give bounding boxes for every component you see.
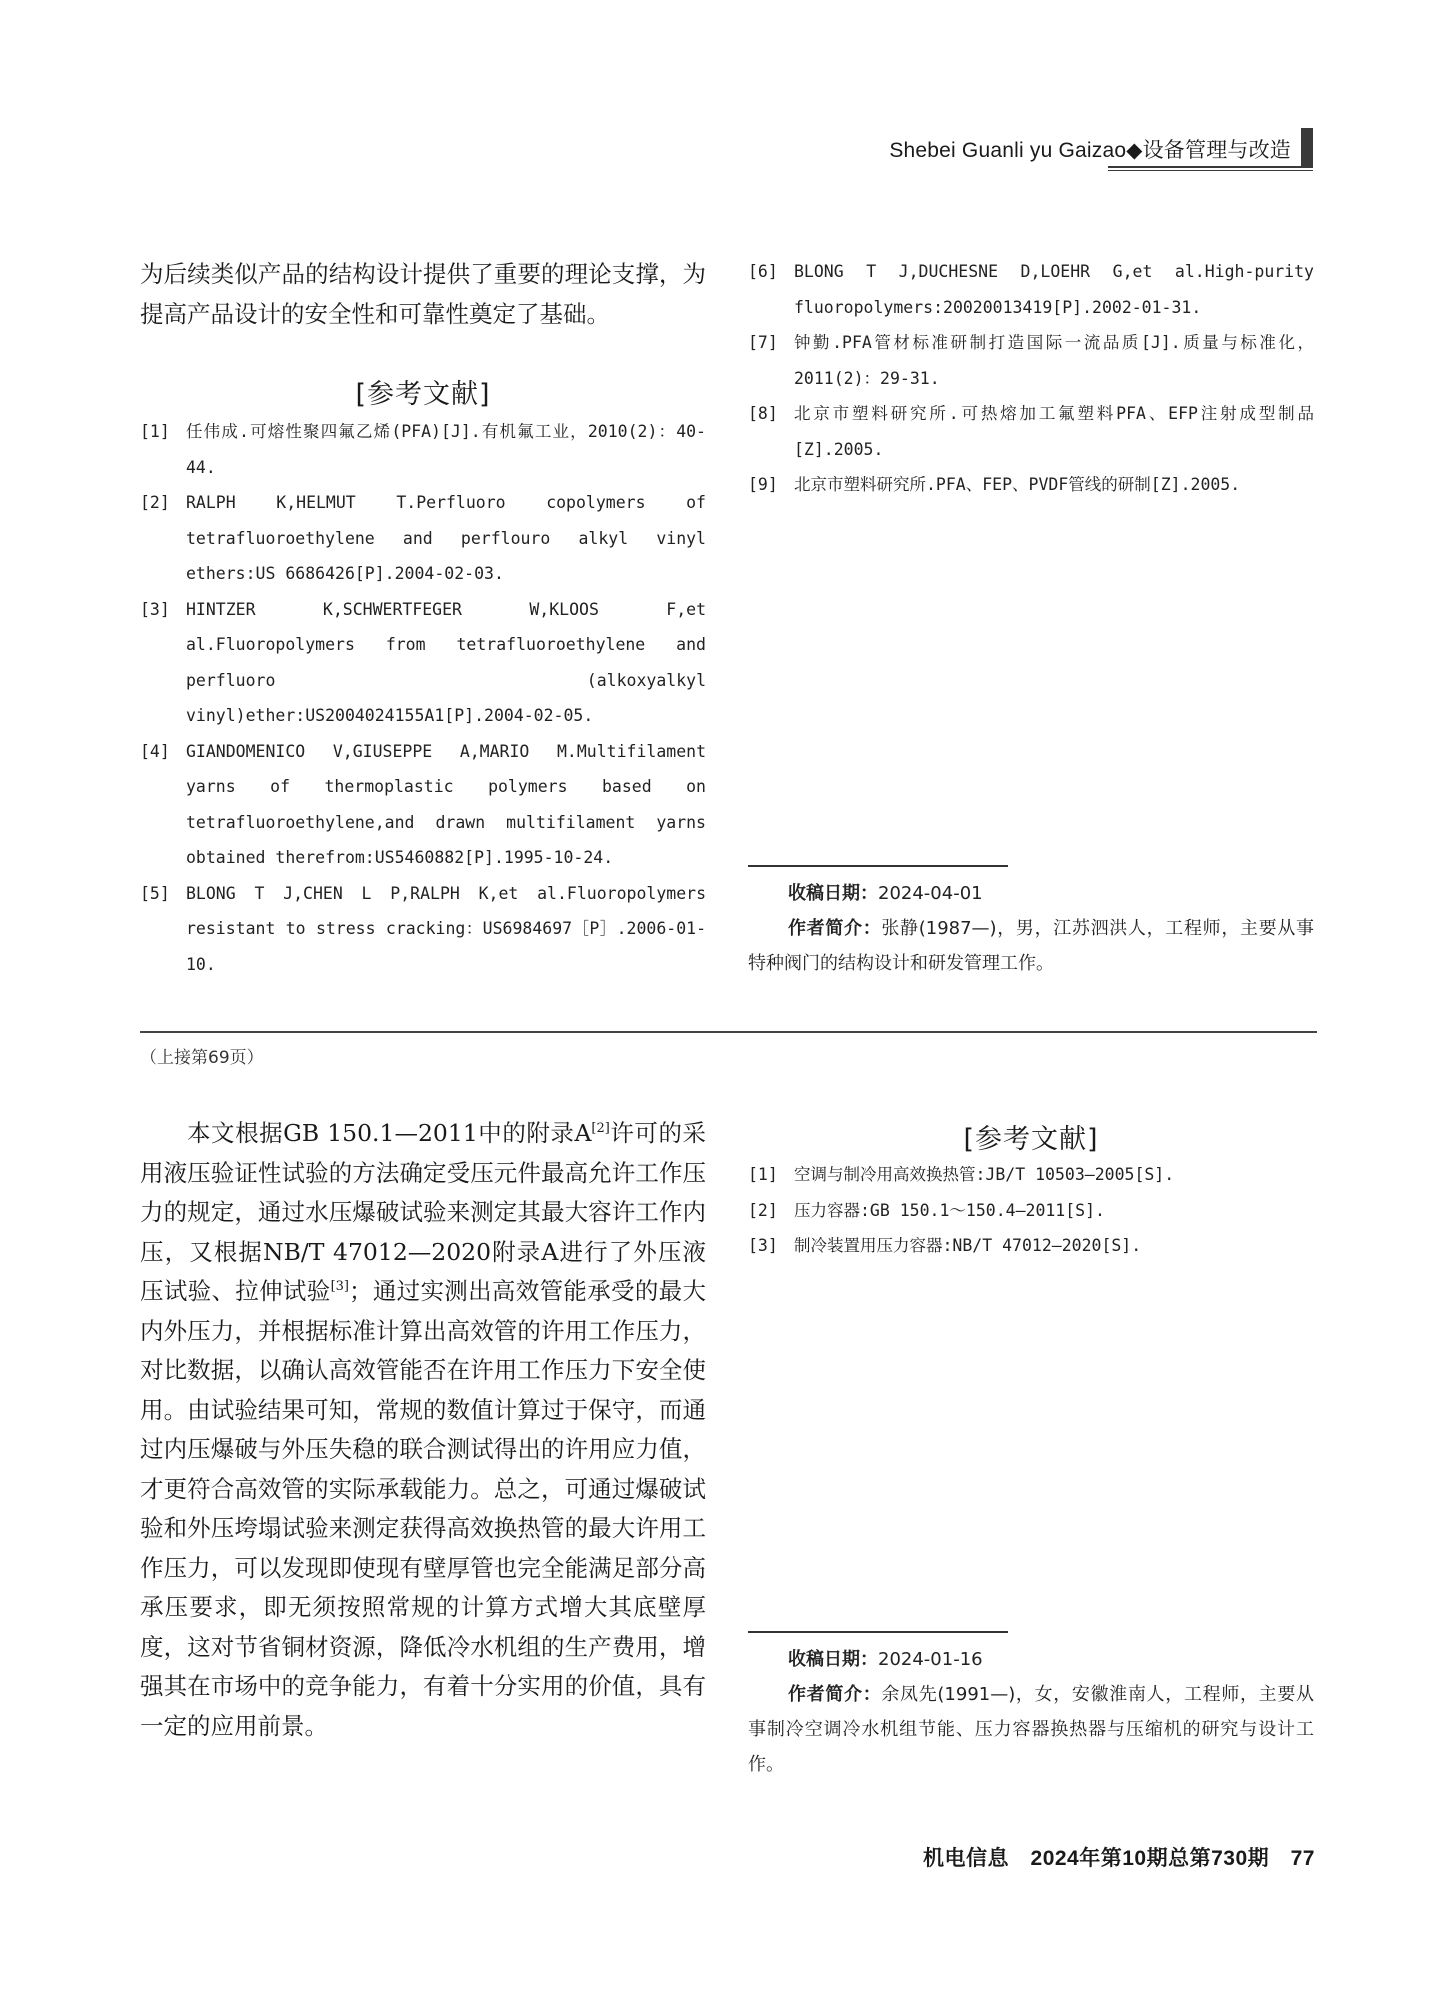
citation-superscript: [3] bbox=[330, 1279, 349, 1295]
reference-text: 北京市塑料研究所.可热熔加工氟塑料PFA、EFP注射成型制品[Z].2005. bbox=[794, 404, 1314, 459]
lower-conclusion-paragraph bbox=[140, 1114, 706, 1746]
journal-latin-name: Shebei Guanli yu Gaizao bbox=[889, 139, 1127, 162]
section-name: 设备管理与改造 bbox=[1142, 139, 1291, 162]
upper-closing-paragraph: 为后续类似产品的结构设计提供了重要的理论支撑，为提高产品设计的安全性和可靠性奠定了基础。 bbox=[140, 260, 706, 328]
running-header-text bbox=[889, 134, 1291, 164]
reference-text: BLONG T J,DUCHESNE D,LOEHR G,et al.High-purity fluoropolymers:20020013419[P].2002-01-31. bbox=[794, 262, 1314, 317]
reference-item bbox=[140, 485, 706, 592]
reference-item bbox=[748, 396, 1314, 467]
reference-number: [5] bbox=[140, 883, 170, 903]
upper-references-title: [参考文献] bbox=[355, 379, 491, 410]
reference-item bbox=[140, 734, 706, 876]
reference-number: [1] bbox=[748, 1165, 778, 1184]
reference-number: [2] bbox=[140, 493, 170, 512]
author-text: 张静(1987—)，男，江苏泗洪人，工程师，主要从事特种阀门的结构设计和研发管理工作。 bbox=[748, 918, 1315, 974]
reference-number: [8] bbox=[748, 404, 778, 423]
footnote-rule bbox=[748, 865, 1008, 867]
reference-text: HINTZER K,SCHWERTFEGER W,KLOOS F,et al.Fluoropolymers from tetrafluoroethylene and perfluoro (alkoxyalkyl vinyl)ether:US2004024155A1[P].2004-02-05. bbox=[186, 599, 706, 725]
reference-text: 北京市塑料研究所.PFA、FEP、PVDF管线的研制[Z].2005. bbox=[794, 475, 1241, 494]
paragraph-text: ；通过实测出高效管能承受的最大内外压力，并根据标准计算出高效管的许用工作压力，对比数据，以确认高效管能否在许用工作压力下安全使用。由试验结果可知，常规的数值计算过于保守，而通过内压爆破与外压失稳的联合测试得出的许用应力值，才更符合高效管的实际承载能力。总之，可通过爆破试验和外压垮塌试验来测定获得高效换热管的最大许用工作压力，可以发现即使现有壁厚管也完全能满足部分高承压要求，即无须按照常规的计算方式增大其底壁厚度，这对节省铜材资源，降低冷水机组的生产费用，增强其在市场中的竞争能力，有着十分实用的价值，具有一定的应用前景。 bbox=[140, 1277, 707, 1740]
received-date: 2024-04-01 bbox=[878, 883, 983, 904]
reference-item bbox=[140, 592, 706, 734]
author-bio bbox=[748, 911, 1314, 981]
reference-number: [6] bbox=[748, 262, 778, 281]
diamond-icon: ◆ bbox=[1126, 139, 1143, 162]
lower-article-notes bbox=[748, 1642, 1314, 1782]
reference-item bbox=[140, 876, 706, 983]
reference-text: RALPH K,HELMUT T.Perfluoro copolymers of tetrafluoroethylene and perflouro alkyl vinyl ethers:US 6686426[P].2004-02-03. bbox=[186, 493, 706, 583]
reference-item bbox=[748, 1193, 1314, 1229]
header-underline bbox=[1108, 166, 1313, 168]
upper-article-notes bbox=[748, 876, 1314, 981]
author-bio bbox=[748, 1677, 1314, 1782]
received-date-line bbox=[748, 876, 1314, 911]
reference-item bbox=[748, 1228, 1314, 1264]
author-text: 余凤先(1991—)，女，安徽淮南人，工程师，主要从事制冷空调冷水机组节能、压力容器换热器与压缩机的研究与设计工作。 bbox=[748, 1684, 1315, 1775]
continued-from-label: （上接第69页） bbox=[140, 1048, 264, 1068]
reference-number: [4] bbox=[140, 741, 170, 761]
lower-reference-list bbox=[748, 1157, 1314, 1264]
reference-item bbox=[748, 325, 1314, 396]
reference-number: [1] bbox=[140, 422, 170, 441]
lower-references-title: [参考文献] bbox=[963, 1124, 1099, 1155]
reference-number: [7] bbox=[748, 333, 778, 352]
reference-number: [3] bbox=[748, 1236, 778, 1255]
reference-item bbox=[748, 1157, 1314, 1193]
author-label: 作者简介： bbox=[788, 918, 882, 939]
reference-text: 制冷装置用压力容器:NB/T 47012—2020[S]. bbox=[794, 1236, 1142, 1255]
author-label: 作者简介： bbox=[788, 1684, 882, 1705]
upper-reference-list-right bbox=[748, 254, 1314, 503]
reference-number: [2] bbox=[748, 1200, 778, 1220]
reference-text: 任伟成.可熔性聚四氟乙烯(PFA)[J].有机氟工业，2010(2)：40-44. bbox=[186, 422, 706, 477]
header-underline-thin bbox=[1108, 170, 1313, 171]
reference-item bbox=[140, 414, 706, 485]
reference-text: GIANDOMENICO V,GIUSEPPE A,MARIO M.Multifilament yarns of thermoplastic polymers based on tetrafluoroethylene,and drawn multifilament yarns obtained therefrom:US5460882[P].1995-10-24. bbox=[186, 741, 706, 867]
reference-text: BLONG T J,CHEN L P,RALPH K,et al.Fluoropolymers resistant to stress cracking：US6984697［P］.2006-01-10. bbox=[186, 883, 706, 974]
citation-superscript: [2] bbox=[591, 1121, 610, 1137]
reference-text: 压力容器:GB 150.1～150.4—2011[S]. bbox=[794, 1200, 1105, 1220]
received-date: 2024-01-16 bbox=[878, 1649, 983, 1670]
reference-number: [9] bbox=[748, 475, 778, 494]
running-header bbox=[833, 128, 1313, 168]
reference-item bbox=[748, 254, 1314, 325]
received-label: 收稿日期： bbox=[788, 883, 878, 904]
reference-number: [3] bbox=[140, 599, 170, 619]
paragraph-text: 本文根据GB 150.1—2011中的附录A bbox=[187, 1119, 592, 1147]
received-label: 收稿日期： bbox=[788, 1649, 878, 1670]
upper-reference-list-left bbox=[140, 414, 706, 982]
reference-item bbox=[748, 467, 1314, 503]
received-date-line bbox=[748, 1642, 1314, 1677]
header-bar-mark bbox=[1301, 128, 1313, 168]
reference-text: 钟勤.PFA管材标准研制打造国际一流品质[J].质量与标准化，2011(2)：29-31. bbox=[794, 333, 1314, 388]
paragraph-text: 许可的采用液压验证性试验的方法确定受压元件最高允许工作压力的规定，通过水压爆破试验来测定其最大容许工作内压，又根据NB/T 47012—2020附录A进行了外压液压试验、拉伸试验 bbox=[140, 1119, 706, 1305]
footnote-rule bbox=[748, 1631, 1008, 1633]
reference-text: 空调与制冷用高效换热管:JB/T 10503—2005[S]. bbox=[794, 1165, 1175, 1184]
article-divider bbox=[140, 1031, 1317, 1033]
page-footer: 机电信息 2024年第10期总第730期 77 bbox=[923, 1847, 1315, 1870]
